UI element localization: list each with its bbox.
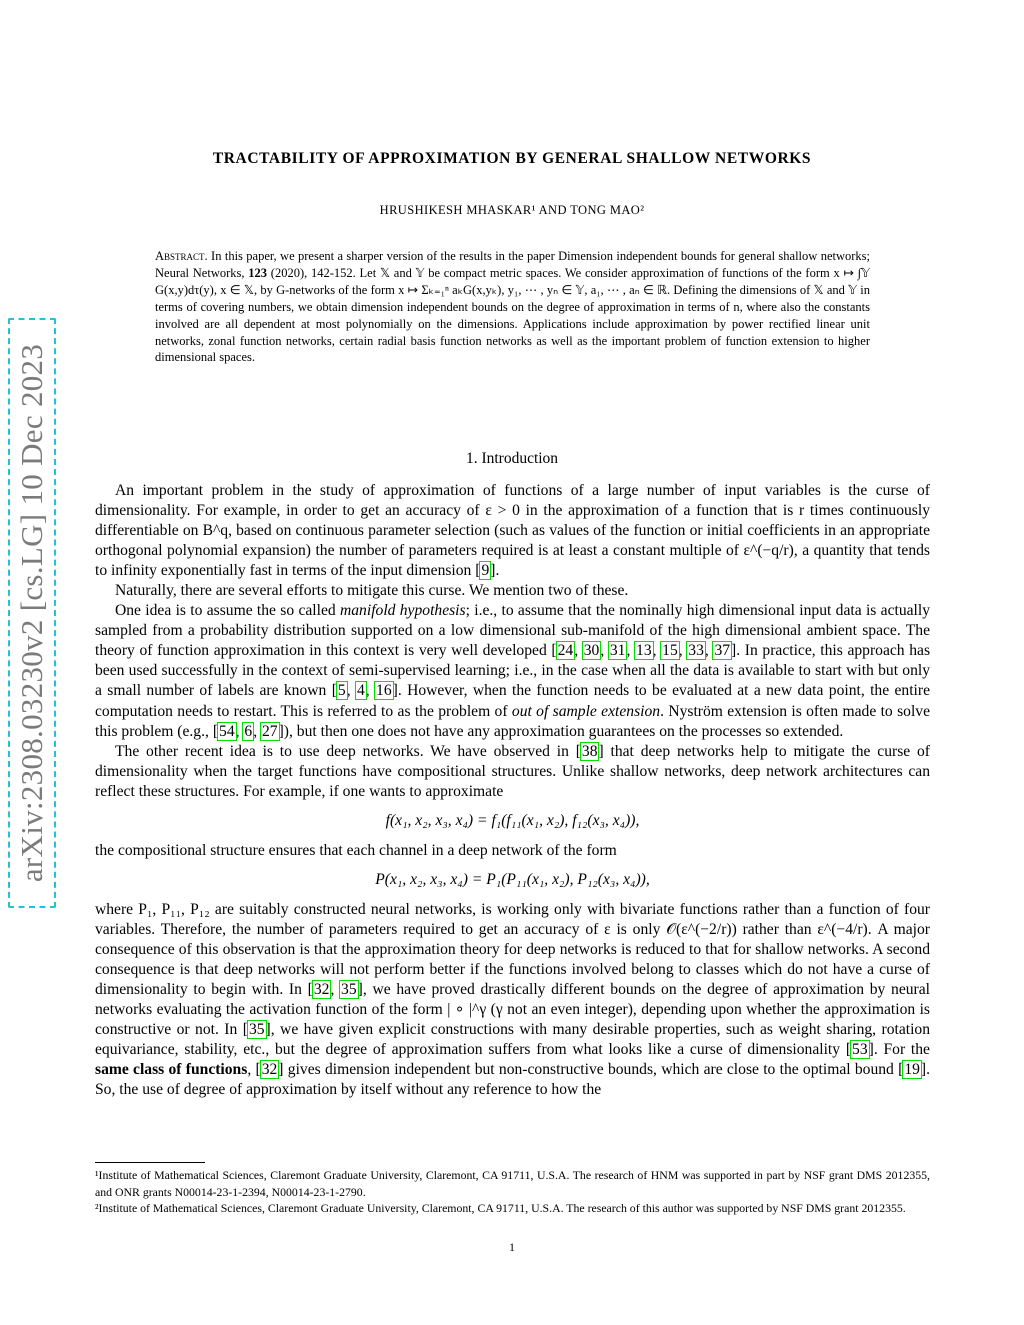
body-text	[95, 481, 930, 1100]
paragraph: The other recent idea is to use deep networks. We have observed in [38] that deep networks help to mitigate the curse of dimensionality when the target functions have compositional structures. Unlike shallow networks, deep network architectures can reflect these structures. For example, if one wants to approximate	[95, 742, 930, 800]
paragraph: where P₁, P₁₁, P₁₂ are suitably constructed neural networks, is working only with bivariate functions rather than a function of four variables. Therefore, the number of parameters required to get an accuracy of ε is only 𝒪(ε^(−2/r)) rather than ε^(−4/r). A major consequence of this observation is that the approximation theory for deep networks is reduced to that for shallow networks. A second consequence is that deep networks will not perform better if the functions involved belong to classes which do not have a curse of dimensionality to begin with. In [32, 35], we have proved drastically different bounds on the degree of approximation by neural networks evaluating the activation function of the form | ∘ |^γ (γ not an even integer), depending upon whether the approximation is constructive or not. In [35], we have given explicit constructions with many desirable properties, such as weight sharing, rotation equivariance, stability, etc., but the degree of approximation suffers from what looks like a curse of dimensionality [53]. For the same class of functions, [32] gives dimension independent but non-constructive bounds, which are close to the optimal bound [19]. So, the use of degree of approximation by itself without any reference to how the	[95, 900, 931, 1099]
paragraph: the compositional structure ensures that each channel in a deep network of the form	[95, 841, 617, 859]
paragraph: One idea is to assume the so called manifold hypothesis; i.e., to assume that the nominally high dimensional input data is actually sampled from a probability distribution supported on a low dimensional sub-manifold of the high dimensional ambient space. The theory of function approximation in this context is very well developed [24, 30, 31, 13, 15, 33, 37]. In practice, this approach has been used successfully in the context of semi-supervised learning; i.e., in the case when all the data is available to start with but only a small number of labels are known [5, 4, 16]. However, when the function needs to be evaluated at a new data point, the entire computation needs to restart. This is referred to as the problem of out of sample extension. Nyström extension is often made to solve this problem (e.g., [54, 6, 27]), but then one does not have any approximation guarantees on the processes so extended.	[95, 602, 931, 740]
authors: HRUSHIKESH MHASKAR¹ AND TONG MAO²	[379, 203, 645, 217]
paragraph: Naturally, there are several efforts to mitigate this curse. We mention two of these.	[115, 582, 629, 600]
bold-text: same class of functions	[95, 1061, 248, 1079]
citation-link[interactable]: 19	[904, 1061, 920, 1079]
equation-2: P(x₁, x₂, x₃, x₄) = P₁(P₁₁(x₁, x₂), P₁₂(x₃, x₄)),	[375, 870, 650, 888]
citation-link[interactable]: 54	[219, 722, 235, 740]
citation-link[interactable]: 33	[688, 642, 704, 660]
citation-link[interactable]: 30	[583, 642, 600, 660]
footnote-2: ²Institute of Mathematical Sciences, Claremont Graduate University, Claremont, CA 91711, U.S.A. The research of this author was supported by NSF DMS grant 2012355.	[95, 1201, 906, 1215]
emphasis: out of sample extension	[511, 702, 661, 720]
page-number: 1	[509, 1240, 515, 1254]
citation-link[interactable]: 9	[481, 562, 490, 580]
citation-link[interactable]: 15	[662, 642, 678, 660]
arxiv-stamp-text: arXiv:2308.03230v2 [cs.LG] 10 Dec 2023	[14, 343, 50, 883]
citation-link[interactable]: 27	[262, 722, 278, 740]
citation-link[interactable]: 38	[581, 742, 598, 760]
abstract-label: Abstract.	[155, 249, 208, 263]
citation-link[interactable]: 16	[376, 682, 392, 700]
citation-link[interactable]: 37	[714, 642, 731, 660]
abstract-text-1: In this paper, we present a sharper version of the results in the paper Dimension independent bounds for general shallow networks; Neural Networks,	[155, 249, 870, 280]
footnote-rule	[95, 1162, 205, 1163]
emphasis: manifold hypothesis	[340, 602, 466, 620]
paper-title: TRACTABILITY OF APPROXIMATION BY GENERAL SHALLOW NETWORKS	[212, 150, 812, 167]
citation-link[interactable]: 32	[313, 981, 330, 999]
citation-link[interactable]: 4	[356, 682, 365, 700]
citation-link[interactable]: 24	[557, 642, 574, 660]
abstract-text-2: (2020), 142-152. Let 𝕏 and 𝕐 be compact metric spaces. We consider approximation of functions of the form x ↦ ∫𝕐 G(x,y)dτ(y), x ∈ 𝕏, by G-networks of the form x ↦ Σₖ₌₁ⁿ aₖG(x,yₖ), y₁, ⋯ , yₙ ∈ 𝕐, a₁, ⋯ , aₙ ∈ ℝ. Defining the dimensions of 𝕏 and 𝕐 in terms of covering numbers, we obtain dimension independent bounds on the degree of approximation in terms of n, where also the constants involved are all dependent at most polynomially on the dimensions. Applications include approximation by power rectified linear unit networks, zonal function networks, certain radial basis function networks as well as the important problem of function extension to higher dimensional spaces.	[155, 265, 870, 365]
citation-link[interactable]: 31	[609, 642, 626, 660]
citation-link[interactable]: 6	[244, 722, 253, 740]
paragraph: An important problem in the study of approximation of functions of a large number of input variables is the curse of dimensionality. For example, in order to get an accuracy of ε > 0 in the approximation of a function that is r times continuously differentiable on B^q, based on continuous parameter selection (such as values of the function or initial coefficients in an appropriate orthogonal polynomial expansion) the number of parameters required is at least a constant multiple of ε^(−q/r), a quantity that tends to infinity exponentially fast in terms of the input dimension [9].	[95, 482, 930, 580]
citation-link[interactable]: 32	[261, 1061, 278, 1079]
section-heading: 1. Introduction	[465, 450, 559, 467]
footnote-1: ¹Institute of Mathematical Sciences, Claremont Graduate University, Claremont, CA 91711, U.S.A. The research of HNM was supported in part by NSF grant DMS 2012355, and ONR grants N00014-23-1-2394, N00014-23-1-2790.	[95, 1168, 930, 1199]
citation-link[interactable]: 5	[337, 682, 346, 700]
abstract-volume: 123	[248, 265, 268, 280]
arxiv-stamp	[8, 318, 56, 908]
citation-link[interactable]: 53	[852, 1041, 868, 1059]
abstract	[155, 248, 870, 366]
equation-1: f(x₁, x₂, x₃, x₄) = f₁(f₁₁(x₁, x₂), f₁₂(x₃, x₄)),	[385, 811, 640, 829]
citation-link[interactable]: 35	[248, 1021, 265, 1039]
citation-link[interactable]: 13	[636, 642, 652, 660]
footnotes	[95, 1167, 930, 1217]
citation-link[interactable]: 35	[341, 981, 357, 999]
